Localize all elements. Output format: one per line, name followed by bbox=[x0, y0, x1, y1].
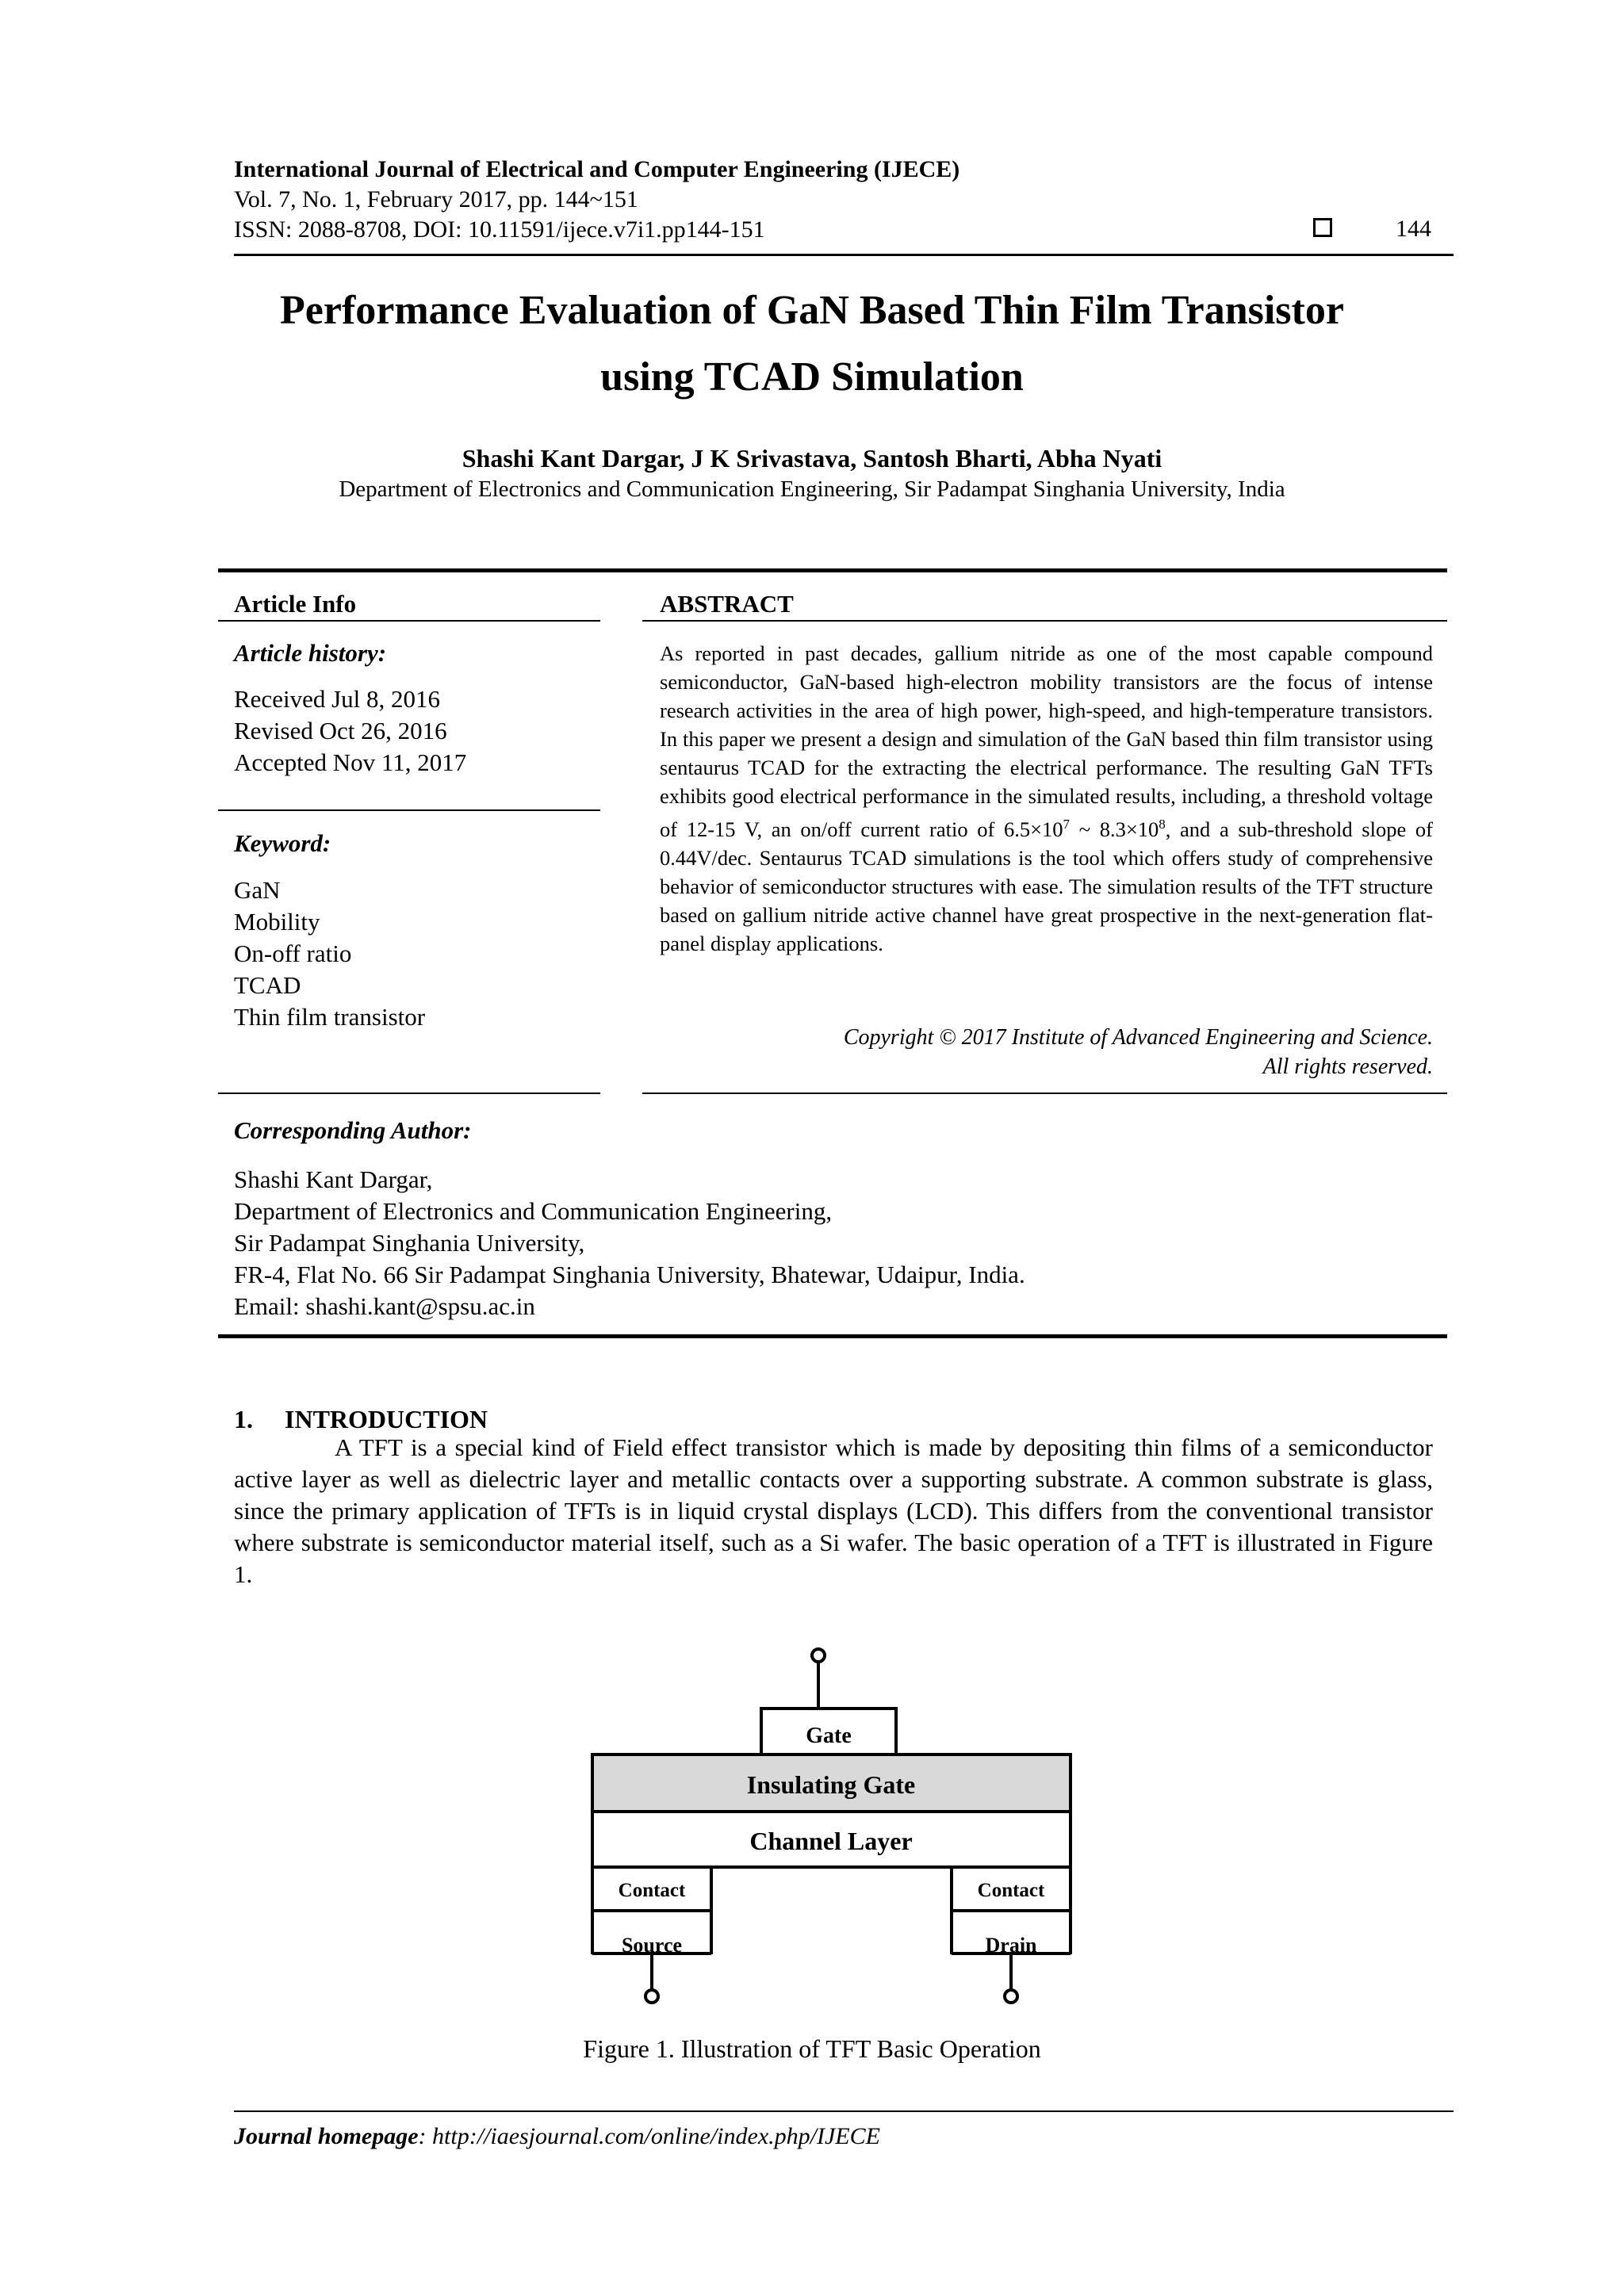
article-history bbox=[234, 683, 466, 779]
info-bottom-rule-left bbox=[218, 1093, 600, 1094]
section-heading: 1. INTRODUCTION bbox=[234, 1405, 488, 1433]
corresponding-email: Email: shashi.kant@spsu.ac.in bbox=[234, 1292, 535, 1320]
source-label: Source bbox=[621, 1934, 683, 1957]
journal-issn: ISSN: 2088-8708, DOI: 10.11591/ijece.v7i1.pp144-151 bbox=[234, 216, 765, 243]
abstract-text: As reported in past decades, gallium nitride as one of the most capable compound semiconductor, GaN-based high-electron mobility transistors are the focus of intense research activities in the area of high power, high-speed, and high-temperature transistors. In this paper we present a design and simulation of the GaN based thin film transistor using sentaurus TCAD for the extracting the electrical performance. The resulting GaN TFTs exhibits good electrical performance in the simulated results, including, a threshold voltage of 12-15 V, an on/off current ratio of $6.5\times 10^7$ ~ $8.3\times 10^8$, and a sub-threshold slope of 0.44V/dec. Sentaurus TCAD simulations is the tool which offers study of comprehensive behavior of semiconductor structures with ease. The simulation results of the TFT structure based on gallium nitride active channel have great prospective in the next-generation flat-panel display applications. bbox=[660, 641, 1433, 955]
abstract-heading: ABSTRACT bbox=[660, 590, 794, 618]
accepted-date: Accepted Nov 11, 2017 bbox=[234, 748, 467, 776]
journal-homepage: Journal homepage: http://iaesjournal.com/online/index.php/IJECE bbox=[234, 2123, 880, 2149]
copyright: Copyright © 2017 Institute of Advanced Engineering and Science. All rights reserved. bbox=[843, 1025, 1433, 1079]
homepage-link[interactable]: http://iaesjournal.com/online/index.php/IJECE bbox=[432, 2123, 880, 2149]
abstract-rule bbox=[642, 620, 1447, 622]
page-number: 144 bbox=[1396, 216, 1431, 242]
footer-rule bbox=[234, 2110, 1454, 2112]
keyword-list bbox=[234, 874, 425, 1033]
tft-figure bbox=[555, 1641, 1110, 2022]
contact-right-label: Contact bbox=[977, 1880, 1045, 1901]
gate-label: Gate bbox=[806, 1724, 852, 1748]
corresponding-details: Shashi Kant Dargar, Department of Electronics and Communication Engineering, Sir Padampat Singhania University, FR-4, Flat No. 66 Sir Padampat Singhania University, Bhatewar, Udaipur, India. Email: shashi.kant@spsu.ac.in bbox=[234, 1164, 1025, 1322]
contact-left-label: Contact bbox=[618, 1880, 686, 1901]
authors: Shashi Kant Dargar, J K Srivastava, Santosh Bharti, Abha Nyati bbox=[462, 444, 1162, 473]
received-date: Received Jul 8, 2016 bbox=[234, 685, 441, 713]
paper-title bbox=[159, 277, 1465, 411]
header-rule bbox=[234, 254, 1454, 256]
history-rule bbox=[218, 809, 600, 811]
source-terminal-icon bbox=[645, 1990, 658, 2003]
introduction-text: A TFT is a special kind of Field effect transistor which is made by depositing thin films of a semiconductor active layer as well as dielectric layer and metallic contacts over a supporting substrate. A common substrate is glass, since the primary application of TFTs is in liquid crystal displays (LCD). This differs from the conventional transistor where substrate is semiconductor material itself, such as a Si wafer. The basic operation of a TFT is illustrated in Figure 1. bbox=[234, 1433, 1433, 1588]
keyword-item: Mobility bbox=[234, 908, 320, 936]
insulating-gate-label: Insulating Gate bbox=[746, 1770, 916, 1799]
info-bottom-rule-right bbox=[642, 1093, 1447, 1094]
figure-caption: Figure 1. Illustration of TFT Basic Operation bbox=[583, 2034, 1041, 2063]
journal-volume: Vol. 7, No. 1, February 2017, pp. 144~151 bbox=[234, 186, 638, 212]
corresponding-heading: Corresponding Author: bbox=[234, 1116, 472, 1144]
keyword-heading: Keyword: bbox=[234, 829, 331, 857]
keyword-item: Thin film transistor bbox=[234, 1003, 426, 1031]
title-line-1: Performance Evaluation of GaN Based Thin Film Transistor bbox=[280, 288, 1344, 333]
info-top-rule bbox=[218, 568, 1447, 572]
corresponding-rule bbox=[218, 1334, 1447, 1338]
article-history-heading: Article history: bbox=[234, 639, 387, 667]
keyword-item: On-off ratio bbox=[234, 939, 352, 967]
article-info-rule bbox=[218, 620, 600, 622]
revised-date: Revised Oct 26, 2016 bbox=[234, 717, 447, 744]
article-info-heading: Article Info bbox=[234, 590, 357, 618]
drain-terminal-icon bbox=[1005, 1990, 1017, 2003]
journal-name: International Journal of Electrical and Computer Engineering (IJECE) bbox=[234, 156, 960, 182]
affiliation: Department of Electronics and Communication Engineering, Sir Padampat Singhania University, India bbox=[339, 476, 1285, 502]
keyword-item: TCAD bbox=[234, 971, 301, 999]
gate-terminal-icon bbox=[812, 1649, 825, 1662]
keyword-item: GaN bbox=[234, 876, 281, 904]
channel-layer-label: Channel Layer bbox=[749, 1827, 913, 1855]
checkbox-icon bbox=[1313, 218, 1332, 237]
drain-label: Drain bbox=[985, 1934, 1037, 1957]
title-line-2: using TCAD Simulation bbox=[600, 354, 1024, 400]
